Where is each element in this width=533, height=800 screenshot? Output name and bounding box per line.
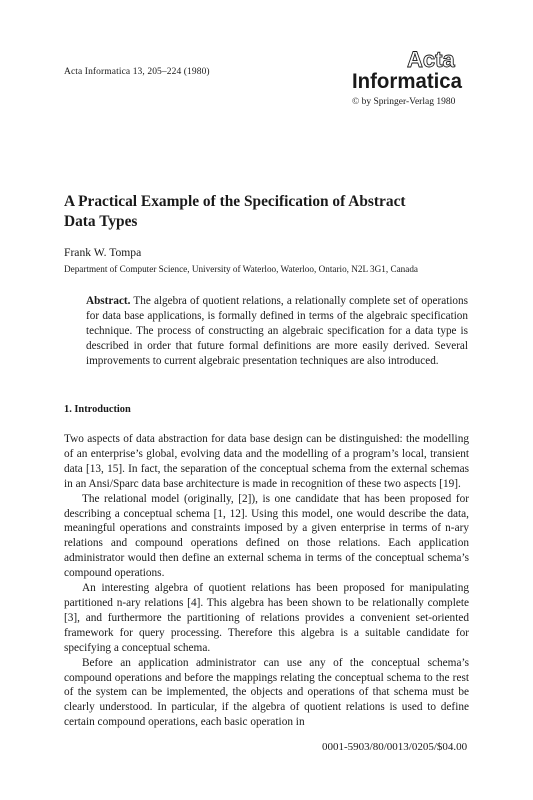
copyright-notice: © by Springer-Verlag 1980 [352,97,456,107]
author-affiliation: Department of Computer Science, University of Waterloo, Waterloo, Ontario, N2L 3G1, Canada [64,264,419,274]
acta-informatica-logo [352,48,464,94]
abstract-text: The algebra of quotient relations, a relationally complete set of operations for data base applications, is formally defined in terms of the algebraic specification technique. The process of constructing an algebraic specification for a data type is described in order that future formal definitions are more easily derived. Several improvements to current algebraic presentation techniques are also introduced. [86,295,468,367]
section-heading: 1. Introduction [64,404,131,415]
paragraph: The relational model (originally, [2]), is one candidate that has been proposed for describing a conceptual schema [1, 12]. Using this model, one would describe the data, meaningful operations and constraints imposed by a given enterprise in terms of n-ary relations and compound operations defined on those relations. Each application administrator would then define an external schema in terms of the conceptual schema’s compound operations. [64,492,469,580]
author-name: Frank W. Tompa [64,246,142,259]
abstract [86,294,468,369]
svg-text:Acta: Acta [407,48,455,72]
section-body [64,432,469,730]
paragraph: Two aspects of data abstraction for data base design can be distinguished: the modelling of an enterprise’s global, evolving data and the modelling of a program’s local, transient data [13, 15]. In fact, the separation of the conceptual schema from the external schemas in an Ansi/Sparc data base architecture is made in recognition of these two aspects [19]. [64,433,469,490]
svg-text:Informatica: Informatica [352,70,463,93]
paragraph: Before an application administrator can use any of the conceptual schema’s compound operations and before the mappings relating the conceptual schema to the rest of the system can be implemented, the objects and operations of that schema must be clearly understood. In particular, if the algebra of quotient relations is used to define certain compound operations, each basic operation in [64,656,469,729]
paper-title: A Practical Example of the Specification of Abstract Data Types [64,193,406,230]
article-code: 0001-5903/80/0013/0205/$04.00 [322,741,468,753]
journal-reference: Acta Informatica 13, 205–224 (1980) [64,67,210,77]
abstract-label: Abstract. [86,295,131,307]
paragraph: An interesting algebra of quotient relations has been proposed for manipulating partitioned n-ary relations [4]. This algebra has been shown to be relationally complete [3], and furthermore the partitioning of relations provides a convenient set-oriented framework for query processing. Therefore this algebra is a suitable candidate for specifying a conceptual schema. [64,582,469,654]
